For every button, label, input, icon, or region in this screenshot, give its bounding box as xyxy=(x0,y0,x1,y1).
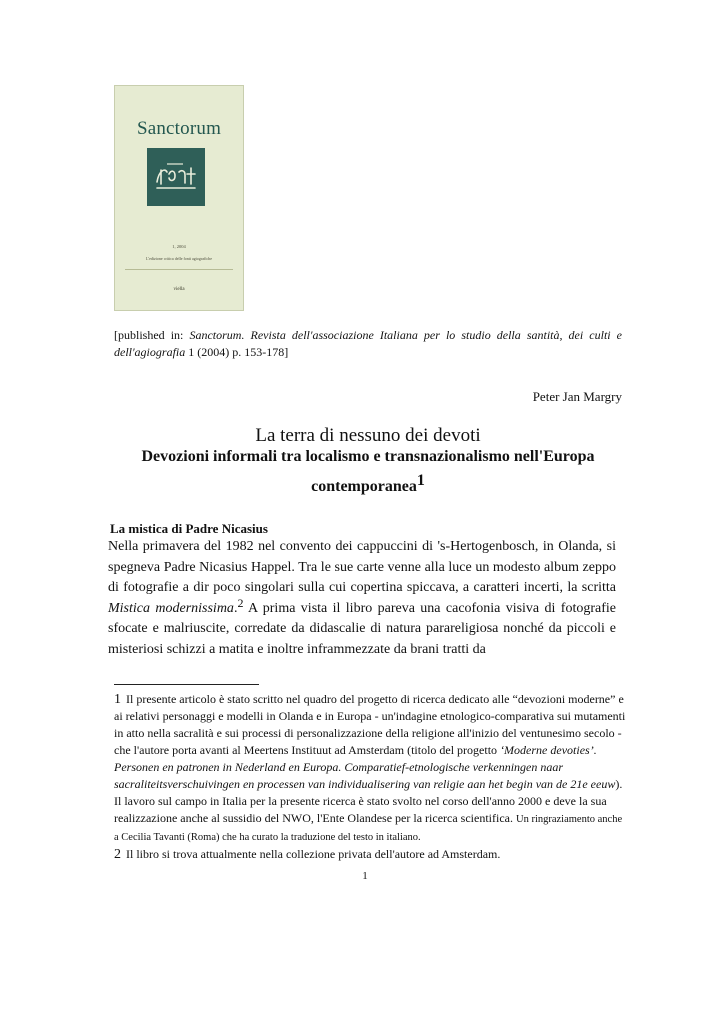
section-heading: La mistica di Padre Nicasius xyxy=(110,521,268,536)
cover-issue: 1, 2004 xyxy=(172,244,186,249)
body-paragraph xyxy=(108,537,616,660)
footnote-2-mark: 2 xyxy=(114,847,121,862)
footnote-separator xyxy=(114,684,259,685)
body-text-part2: A prima vista il libro pareva una cacofonia visiva di fotografie sfocate e malriuscite, corredate da didascalie di natura parareligiosa nonché da piccoli e misteriosi schizzi a matita e inoltre inframmezzate da brani tratti da xyxy=(108,600,616,657)
footnote-1-italic: ‘Moderne devoties’. Personen en patronen in Nederland en Europa. Comparatief-etnologische verkenningen naar sacraliteitsverschuivingen en processen van individualisering van religie aan het begin van de 21e eeuw xyxy=(114,743,616,791)
article-title: La terra di nessuno dei devoti xyxy=(255,425,481,446)
footnote-2 xyxy=(114,846,626,863)
footnotes xyxy=(114,691,626,863)
publication-note xyxy=(114,327,622,361)
journal-cover-image xyxy=(114,85,244,311)
article-subtitle-text: Devozioni informali tra localismo e transnazionalismo nell'Europa contemporanea xyxy=(141,448,595,495)
publication-journal: Sanctorum. Revista dell'associazione Italiana per lo studio della santità, dei culti e dell'agiografia xyxy=(114,328,622,359)
article-subtitle xyxy=(100,445,636,499)
author-name: Peter Jan Margry xyxy=(532,389,622,404)
footnote-1-text1: Il presente articolo è stato scritto nel quadro del progetto di ricerca dedicato alle “devozioni moderne” e ai relativi personaggi e modelli in Olanda e in Europa - un'indagine etnologico-comparativa sui mutamenti in atto nella sacralità e sui processi di personalizzazione della religione all'inizio del ventunesimo secolo - che l'autore porta avanti al Meertens Instituut ad Amsterdam (titolo del progetto xyxy=(114,692,626,757)
page-number: 1 xyxy=(362,870,368,882)
cover-subtitle: L'edizione critica delle fonti agiografiche xyxy=(145,256,213,261)
footnote-1-text2: ). Il lavoro sul campo in Italia per la presente ricerca è stato svolto nel corso dell'anno 2000 e deve la sua realizzazione anche al sussidio del NWO, l'Ente Olandese per la ricerca scientifica. xyxy=(114,777,623,825)
cover-publisher: viella xyxy=(173,287,185,292)
footnote-1-mark: 1 xyxy=(114,692,121,707)
body-italic-title: Mistica modernissima xyxy=(108,600,234,616)
cover-divider xyxy=(125,269,233,270)
footnote-ref-2[interactable]: 2 xyxy=(237,595,244,610)
footnote-1 xyxy=(114,691,626,846)
body-text-period: . xyxy=(233,600,238,616)
footnote-ref-1[interactable]: 1 xyxy=(416,472,425,489)
cover-title: Sanctorum xyxy=(136,118,222,139)
cover-emblem-manuscript-icon xyxy=(147,148,205,206)
publication-prefix: [published in: xyxy=(114,328,190,342)
footnote-2-text: Il libro si trova attualmente nella collezione privata dell'autore ad Amsterdam. xyxy=(123,847,501,861)
footnote-1-acknowledgement: Un ringraziamento anche a Cecilia Tavanti (Roma) che ha curato la traduzione del testo in italiano. xyxy=(114,814,623,843)
publication-suffix: 1 (2004) p. 153-178] xyxy=(185,345,289,359)
body-text-part1: Nella primavera del 1982 nel convento dei cappuccini di 's-Hertogenbosch, in Olanda, si spegneva Padre Nicasius Happel. Tra le sue carte venne alla luce un modesto album zeppo di fotografie a dir poco singolari sulla cui copertina spiccava, a caratteri incerti, la scritta xyxy=(108,539,616,595)
